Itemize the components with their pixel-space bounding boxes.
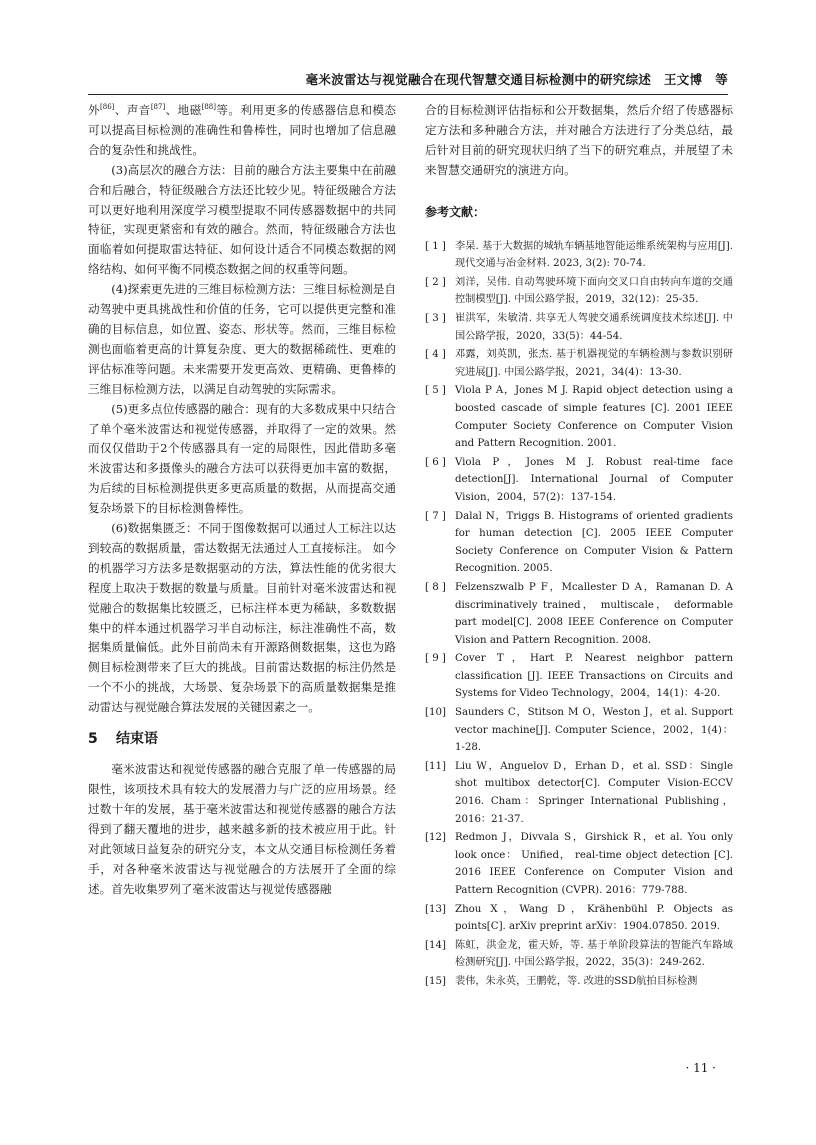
reference-number: [ 2 ] [425,276,446,288]
left-column [88,101,396,899]
citation-86: [86] [100,103,115,112]
reference-item [425,901,733,936]
reference-item [425,650,733,703]
section-heading-conclusion [88,728,396,748]
reference-item [425,758,733,828]
reference-number: [12] [425,832,446,844]
reference-item [425,829,733,899]
reference-item [425,346,733,381]
reference-number: [14] [425,939,446,951]
references-heading: 参考文献： [425,204,486,219]
right-column [425,101,733,992]
reference-number: [ 6 ] [425,456,446,468]
reference-text: 裴伟，朱永英，王鹏乾，等. 改进的SSD航拍目标检测 [455,975,698,987]
reference-number: [ 1 ] [425,240,446,252]
reference-item [425,579,733,649]
paragraph-conclusion-continued: 合的目标检测评估指标和公开数据集，然后介绍了传感器标定方法和多种融合方法，并对融合方法进行了分类总结，最后针对目前的研究现状归纳了当下的研究难点，并展望了未来智慧交通研究的演进方向。 [425,103,733,177]
citation-87: [87] [150,103,166,112]
paragraph-conclusion: 毫米波雷达和视觉传感器的融合克服了单一传感器的局限性，该项技术具有较大的发展潜力与广泛的应用场景。经过数十年的发展，基于毫米波雷达和视觉传感器的融合方法得到了翻天覆地的进步，越来越多新的技术被应用于此。针对此领域日益复杂的研究分支，本文从交通目标检测任务着手，对各种毫米波雷达与视觉融合的方法展开了全面的综述。首先收集罗列了毫米波雷达与视觉传感器融 [88,762,396,896]
paragraph-fusion-methods: (3)高层次的融合方法：目前的融合方法主要集中在前融合和后融合，特征级融合方法还比较少见。特征级融合方法可以更好地利用深度学习模型提取不同传感器数据中的共同特征，实现更紧密和有效的融合。然而，特征级融合方法也面临着如何提取雷达特征、如何设计适合不同模态数据的网络结构、如何平衡不同模态数据之间的权重等问题。 [88,162,396,277]
reference-text: 陈虹，洪金龙，霍天娇，等. 基于单阶段算法的智能汽车路域检测研究[J]. 中国公路学报，2022，35(3)：249-262. [455,939,733,969]
reference-number: [13] [425,903,446,915]
reference-number: [ 8 ] [425,581,446,593]
reference-text: Zhou X，Wang D，Krähenbühl P. Objects as points[C]. arXiv preprint arXiv：1904.07850. 2019. [455,903,733,933]
reference-number: [ 4 ] [425,349,446,361]
reference-item [425,238,733,273]
reference-item [425,382,733,452]
reference-item [425,937,733,972]
section-title: 结束语 [116,731,158,748]
paragraph-continued: 外[86]、声音[87]、地磁[88]等。利用更多的传感器信息和模态可以提高目标检测的准确性和鲁棒性，同时也增加了信息融合的复杂性和挑战性。 [88,103,396,157]
reference-number: [ 7 ] [425,510,446,522]
citation-88: [88] [201,103,216,112]
reference-number: [11] [425,760,446,772]
running-title: 毫米波雷达与视觉融合在现代智慧交通目标检测中的研究综述 王文博 等 [305,72,728,87]
reference-text: Felzenszwalb P F，Mcallester D A，Ramanan D. A discriminatively trained， multiscale， deformable part model[C]. 2008 IEEE Conference on Computer Vision and Pattern Recognition. 2008. [455,581,733,646]
reference-text: Cover T，Hart P. Nearest neighbor pattern classification [J]. IEEE Transactions on Circuits and Systems for Video Technology，2004，14(1)：4-20. [455,653,733,700]
reference-text: 崔洪军，朱敏清. 共享无人驾驶交通系统调度技术综述[J]. 中国公路学报，2020，33(5)：44-54. [455,313,733,342]
reference-text: 李杲. 基于大数据的城轨车辆基地智能运维系统架构与应用[J]. 现代交通与冶金材料. 2023, 3(2): 70-74. [455,240,733,270]
reference-number: [ 5 ] [425,385,446,397]
reference-number: [10] [425,707,446,719]
reference-item [425,454,733,507]
paragraph-dataset-scarcity: (6)数据集匮乏：不同于图像数据可以通过人工标注以达到较高的数据质量，雷达数据无法通过人工直接标注。 如今的机器学习方法多是数据驱动的方法，算法性能的优劣很大程度上取决于数据的数量与质量。目前针对毫米波雷达和视觉融合的数据集比较匮乏，已标注样本更为稀缺，多数数据集中的样本通过机器学习半自动标注，标注准确性不高，数据集质量偏低。此外目前尚未有开源路侧数据集，这也为路侧目标检测带来了巨大的挑战。目前雷达数据的标注仍然是一个不小的挑战，大场景、复杂场景下的高质量数据集是推动雷达与视觉融合算法发展的关键因素之一。 [88,521,396,715]
reference-item [425,973,733,991]
reference-number: [15] [425,975,446,987]
reference-text: Redmon J，Divvala S，Girshick R，et al. You only look once： Unified， real-time object detection [C]. 2016 IEEE Conference on Computer Vision and Pattern Recognition (CVPR). 2016：779-788. [455,832,733,896]
reference-number: [ 9 ] [425,653,446,665]
reference-text: Liu W，Anguelov D，Erhan D，et al. SSD：Single shot multibox detector[C]. Computer Vision-ECCV 2016. Cham：Springer International Publishing，2016：21-37. [455,760,733,825]
section-number: 5 [88,731,98,748]
reference-text: Viola P A，Jones M J. Rapid object detection using a boosted cascade of simple features [C]. 2001 IEEE Computer Society Conference on Computer Vision and Pattern Recognition. 2001. [455,385,733,450]
references-list [425,238,733,991]
running-header [88,70,728,95]
reference-text: Dalal N，Triggs B. Histograms of oriented gradients for human detection [C]. 2005 IEEE Computer Society Conference on Computer Vision & Pattern Recognition. 2005. [455,510,733,575]
reference-item [425,310,733,345]
reference-item [425,704,733,757]
paragraph-multi-sensor: (5)更多点位传感器的融合：现有的大多数成果中只结合了单个毫米波雷达和视觉传感器，并取得了一定的效果。然而仅仅借助于2个传感器具有一定的局限性，因此借助多毫米波雷达和多摄像头的融合方法可以获得更加丰富的数据，为后续的目标检测提供更多更高质量的数据，从而提高交通复杂场景下的目标检测鲁棒性。 [88,401,396,516]
page-number: · 11 · [685,1061,716,1075]
reference-text: 邓露，刘英凯，张杰. 基于机器视觉的车辆检测与参数识别研究进展[J]. 中国公路学报，2021，34(4)：13-30. [455,349,733,378]
paragraph-3d-detection: (4)探索更先进的三维目标检测方法：三维目标检测是自动驾驶中更具挑战性和价值的任务，它可以提供更完整和准确的目标信息，如位置、姿态、形状等。然而，三维目标检测也面临着更高的计算复杂度、更大的数据稀疏性、更难的评估标准等问题。未来需要开发更高效、更精确、更鲁棒的三维目标检测方法，以满足自动驾驶的实际需求。 [88,282,396,396]
reference-text: Saunders C，Stitson M O，Weston J，et al. Support vector machine[J]. Computer Science，2002，1(4)：1-28. [455,707,733,754]
reference-item [425,508,733,578]
reference-text: Viola P，Jones M J. Robust real-time face detection[J]. International Journal of Computer Vision，2004，57(2)：137-154. [455,456,733,503]
reference-item [425,274,733,309]
reference-number: [ 3 ] [425,313,446,324]
reference-text: 刘洋，吴伟. 自动驾驶环境下面向交叉口自由转向车道的交通控制模型[J]. 中国公路学报，2019，32(12)：25-35. [455,276,733,306]
